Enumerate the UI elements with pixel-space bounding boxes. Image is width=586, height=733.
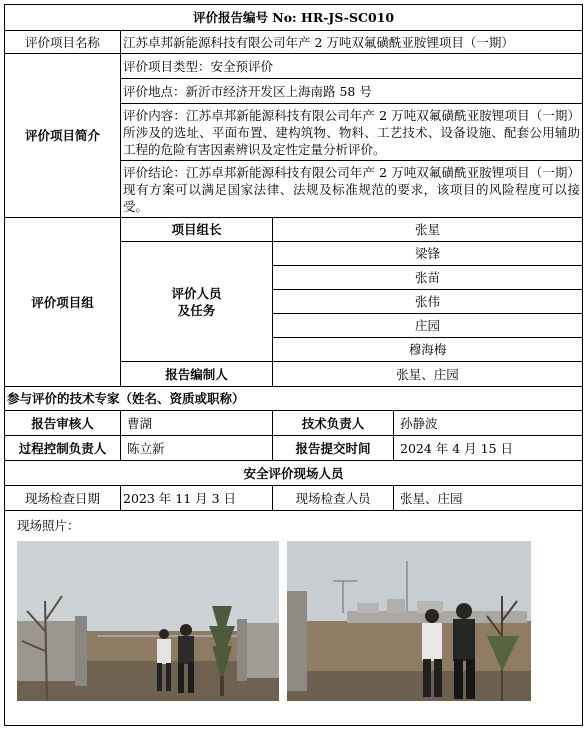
process-row — [5, 436, 583, 461]
submit-date: 2024 年 4 月 15 日 — [394, 436, 583, 461]
reviewer-label: 报告审核人 — [5, 411, 121, 436]
team-members-label-line1: 评价人员 — [171, 285, 222, 301]
photos-row — [5, 511, 583, 726]
project-content: 评价内容：江苏卓邦新能源科技有限公司年产 2 万吨双氟磺酰亚胺锂项目（一期）所涉及的选址、平面布置、建构筑物、物料、工艺技术、设备设施、配套公用辅助工程的危险有害因素辨识及定性定量分析评价。 — [121, 104, 583, 161]
experts-heading-row — [5, 387, 583, 411]
site-photo-2-image — [287, 541, 531, 701]
project-summary-label: 评价项目简介 — [5, 54, 121, 218]
inspection-staff-label: 现场检查人员 — [273, 486, 394, 511]
site-photo-2 — [287, 541, 531, 701]
evaluation-report-table — [4, 4, 583, 726]
tech-lead: 孙静波 — [394, 411, 583, 436]
project-name-label: 评价项目名称 — [5, 31, 121, 54]
experts-heading: 参与评价的技术专家（姓名、资质或职称） — [5, 387, 583, 411]
team-members-label-line2: 及任务 — [177, 302, 216, 318]
team-member: 张苗 — [273, 266, 583, 290]
project-type: 评价项目类型：安全预评价 — [121, 54, 583, 79]
photos-cell — [5, 511, 583, 726]
report-number: 评价报告编号 No: HR-JS-SC010 — [5, 5, 583, 31]
team-member: 张伟 — [273, 290, 583, 314]
onsite-heading-row — [5, 461, 583, 486]
team-member: 梁锋 — [273, 242, 583, 266]
team-leader-label: 项目组长 — [121, 218, 273, 242]
team-member: 穆海梅 — [273, 338, 583, 362]
photos-label: 现场照片： — [17, 518, 80, 533]
tech-lead-label: 技术负责人 — [273, 411, 394, 436]
project-name-row — [5, 31, 583, 54]
process-control: 陈立新 — [121, 436, 273, 461]
reviewer-row — [5, 411, 583, 436]
reviewer: 曹湖 — [121, 411, 273, 436]
inspection-date: 2023 年 11 月 3 日 — [121, 486, 273, 511]
site-photo-1 — [17, 541, 279, 701]
team-leader: 张星 — [273, 218, 583, 242]
onsite-heading: 安全评价现场人员 — [5, 461, 583, 486]
report-number-row — [5, 5, 583, 31]
project-location: 评价地点：新沂市经济开发区上海南路 58 号 — [121, 79, 583, 104]
team-member: 庄园 — [273, 314, 583, 338]
team-label: 评价项目组 — [5, 218, 121, 387]
process-control-label: 过程控制负责人 — [5, 436, 121, 461]
compiler: 张星、庄园 — [273, 362, 583, 387]
site-photo-1-image — [17, 541, 279, 701]
team-members-label — [121, 242, 273, 362]
compiler-label: 报告编制人 — [121, 362, 273, 387]
inspection-staff: 张星、庄园 — [394, 486, 583, 511]
project-conclusion: 评价结论：江苏卓邦新能源科技有限公司年产 2 万吨双氟磺酰亚胺锂项目（一期）现有方案可以满足国家法律、法规及标准规范的要求，该项目的风险程度可以接受。 — [121, 161, 583, 218]
onsite-info-row — [5, 486, 583, 511]
project-name-value: 江苏卓邦新能源科技有限公司年产 2 万吨双氟磺酰亚胺锂项目（一期） — [121, 31, 583, 54]
team-leader-row — [5, 218, 583, 242]
project-type-row — [5, 54, 583, 79]
inspection-date-label: 现场检查日期 — [5, 486, 121, 511]
submit-date-label: 报告提交时间 — [273, 436, 394, 461]
